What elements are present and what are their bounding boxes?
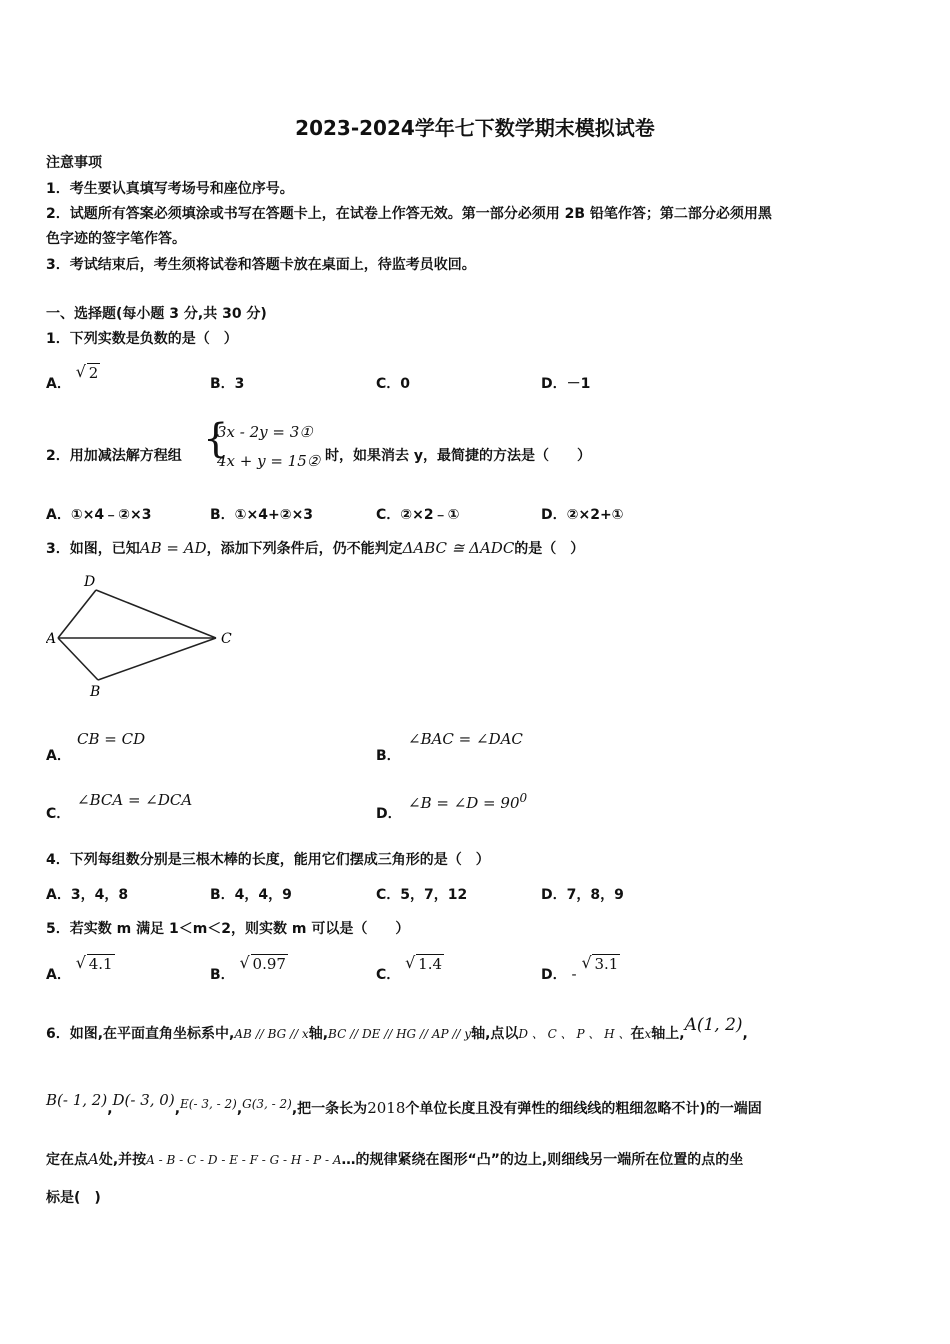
q3-option-a-label: A．: [46, 748, 71, 764]
q3-option-c-label: C．: [46, 806, 71, 822]
q3-option-d-label: D．: [376, 806, 402, 822]
segment-ad: [58, 590, 96, 638]
label-d: D: [84, 574, 96, 590]
section-heading: 一、选择题(每小题 3 分,共 30 分): [46, 306, 267, 322]
q3-option-b-label: B．: [376, 748, 401, 764]
q3-option-b: ∠BAC = ∠DAC: [408, 730, 523, 748]
question-4-stem: 4．下列每组数分别是三根木棒的长度，能用它们摆成三角形的是（ ）: [46, 852, 490, 868]
q2-option-c: C．②×2﹣①: [376, 507, 460, 523]
equation-1: 3x - 2y = 3①: [217, 423, 313, 441]
q4-option-a: A．3，4，8: [46, 887, 129, 903]
segment-ab: [58, 638, 98, 680]
sqrt-symbol: √ 2: [75, 362, 99, 382]
question-2-pre: 2．用加减法解方程组: [46, 448, 182, 464]
question-2-post: 时，如果消去 y，最简捷的方法是（ ）: [325, 448, 591, 464]
notice-item: 1．考生要认真填写考场号和座位序号。: [46, 181, 294, 197]
q4-option-d: D．7，8，9: [541, 887, 624, 903]
question-1-stem: 1．下列实数是负数的是（ ）: [46, 331, 238, 347]
q5-option-c: C． √ 1.4: [376, 953, 443, 983]
q3-option-d: ∠B = ∠D = $90^0$: [408, 791, 528, 812]
page-title: 2023-2024学年七下数学期末模拟试卷: [295, 116, 655, 140]
q2-option-a: A．①×4﹣②×3: [46, 507, 152, 523]
question-6-line-4: 标是( ): [46, 1190, 101, 1206]
notice-item: 色字迹的签字笔作答。: [46, 231, 186, 247]
question-3-stem: 3．如图，已知AB = AD，添加下列条件后，仍不能判定ΔABC ≅ ΔADC的是（ ）: [46, 539, 585, 557]
system-brace: {: [203, 416, 229, 462]
q5-option-d: D． - √ 3.1: [541, 953, 619, 983]
q3-option-a: CB = CD: [77, 730, 146, 748]
question-5-stem: 5．若实数 m 满足 1＜m＜2，则实数 m 可以是（ ）: [46, 921, 410, 937]
question-6-line-1: 6．如图,在平面直角坐标系中,AB // BG // x轴,BC // DE // HG // AP // y轴,点以D 、 C 、 P 、 H 、在x轴上,A(1, 2),: [46, 1015, 748, 1042]
notice-item: 2．试题所有答案必须填涂或书写在答题卡上，在试卷上作答无效。第一部分必须用 2B 铅笔作答；第二部分必须用黑: [46, 206, 772, 222]
q2-option-d: D．②×2+①: [541, 507, 624, 523]
q1-option-a: A． √ 2: [46, 362, 99, 392]
label-a: A: [46, 631, 57, 647]
equation-2: 4x + y = 15②: [217, 452, 321, 470]
label-b: B: [90, 684, 101, 700]
segment-bc: [98, 638, 216, 680]
label-c: C: [221, 631, 232, 647]
q5-option-b: B． √ 0.97: [210, 953, 286, 983]
q1-option-b: B．3: [210, 376, 245, 392]
q4-option-c: C．5，7，12: [376, 887, 468, 903]
q1-option-c: C．0: [376, 376, 411, 392]
notice-heading: 注意事项: [46, 155, 102, 171]
triangle-figure: [46, 572, 246, 702]
question-6-line-2: B(- 1, 2),D(- 3, 0),E(- 3, - 2),G(3, - 2),把一条长为2018个单位长度且没有弹性的细线线的粗细忽略不计)的一端固: [46, 1091, 762, 1117]
q2-option-b: B．①×4+②×3: [210, 507, 314, 523]
question-6-line-3: 定在点A处,并按A - B - C - D - E - F - G - H - P - A…的规律紧绕在图形“凸”的边上,则细线另一端所在位置的点的坐: [46, 1150, 744, 1168]
notice-item: 3．考试结束后，考生须将试卷和答题卡放在桌面上，待监考员收回。: [46, 257, 476, 273]
q3-option-c: ∠BCA = ∠DCA: [77, 791, 193, 809]
segment-dc: [96, 590, 216, 638]
q5-option-a: A． √ 4.1: [46, 953, 113, 983]
q1-option-d: D．－1: [541, 376, 591, 392]
q4-option-b: B．4，4，9: [210, 887, 292, 903]
